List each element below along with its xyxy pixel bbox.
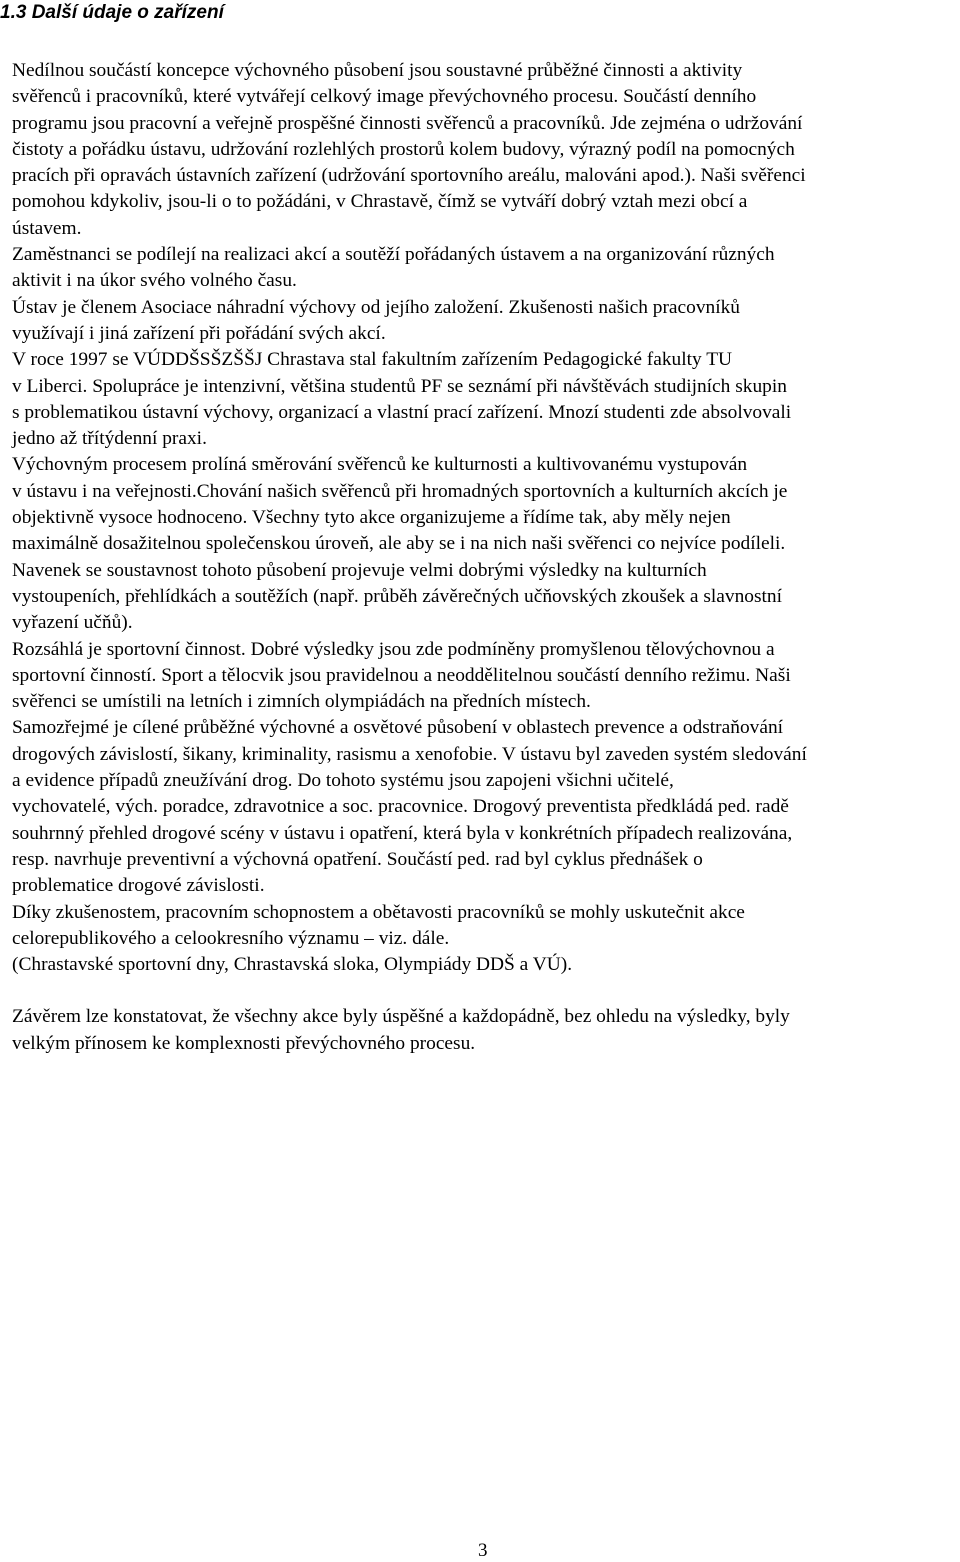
- text-line: vystoupeních, přehlídkách a soutěžích (např. průběh závěrečných učňovských zkoušek a slavnostní: [12, 585, 782, 607]
- text-line: velkým přínosem ke komplexnosti převýchovného procesu.: [12, 1032, 476, 1054]
- paragraph-prevention: [12, 715, 957, 899]
- text-line: celorepublikového a celookresního významu – viz. dále.: [12, 927, 450, 949]
- text-line: Závěrem lze konstatovat, že všechny akce byly úspěšné a každopádně, bez ohledu na výsledky, byly: [12, 1006, 790, 1028]
- text-line: Výchovným procesem prolíná směrování svěřenců ke kulturnosti a kultivovanému vystupován: [12, 454, 748, 476]
- paragraph-spacer: [12, 978, 957, 1004]
- text-line: Nedílnou součástí koncepce výchovného působení jsou soustavné průběžné činnosti a aktivity: [12, 60, 743, 81]
- paragraph-events: [12, 900, 957, 979]
- text-line: objektivně vysoce hodnoceno. Všechny tyto akce organizujeme a řídíme tak, aby měly nejen: [12, 507, 731, 529]
- text-line: v ústavu i na veřejnosti.Chování našich svěřenců při hromadných sportovních a kulturních akcích je: [12, 480, 788, 502]
- paragraph-education: [12, 452, 957, 636]
- text-line: resp. navrhuje preventivní a výchovná opatření. Součástí ped. rad byl cyklus přednášek o: [12, 848, 703, 870]
- text-line: Samozřejmé je cílené průběžné výchovné a osvětové působení v oblastech prevence a odstraňování: [12, 717, 784, 739]
- paragraph-sport: [12, 637, 957, 716]
- document-body: [12, 58, 957, 1057]
- text-line: (Chrastavské sportovní dny, Chrastavská sloka, Olympiády DDŠ a VÚ).: [12, 954, 573, 976]
- text-line: svěřenci se umístili na letních i zimních olympiádách na předních místech.: [12, 691, 591, 713]
- text-line: vychovatelé, vých. poradce, zdravotnice a soc. pracovnice. Drogový preventista předkládá ped. radě: [12, 796, 789, 818]
- paragraph-activities: [12, 58, 957, 242]
- text-line: sportovní činností. Sport a tělocvik jsou pravidelnou a neoddělitelnou součástí denního režimu. Naši: [12, 664, 791, 686]
- text-line: aktivit i na úkor svého volného času.: [12, 270, 297, 292]
- text-line: drogových závislostí, šikany, kriminality, rasismu a xenofobie. V ústavu byl zaveden systém sledování: [12, 743, 807, 765]
- text-line: problematice drogové závislosti.: [12, 875, 265, 897]
- page-number: 3: [478, 1540, 488, 1561]
- text-line: svěřenců i pracovníků, které vytvářejí celkový image převýchovného procesu. Součástí denního: [12, 86, 757, 108]
- text-line: Díky zkušenostem, pracovním schopnostem a obětavosti pracovníků se mohly uskutečnit akce: [12, 901, 745, 923]
- text-line: využívají i jiná zařízení při pořádání svých akcí.: [12, 322, 386, 344]
- text-line: ústavem.: [12, 217, 82, 239]
- text-line: pracích při opravách ústavních zařízení (udržování sportovního areálu, malováni apod.). Naši svěřenci: [12, 165, 806, 187]
- text-line: maximálně dosažitelnou společenskou úroveň, ale aby se i na nich naši svěřenci co nejvíce podíleli.: [12, 533, 786, 555]
- text-line: programu jsou pracovní a veřejně prospěšné činnosti svěřenců a pracovníků. Jde zejména o udržování: [12, 112, 803, 134]
- text-line: a evidence případů zneužívání drog. Do tohoto systému jsou zapojeni všichni učitelé,: [12, 770, 674, 792]
- text-line: Zaměstnanci se podílejí na realizaci akcí a soutěží pořádaných ústavem a na organizování různých: [12, 244, 775, 266]
- paragraph-faculty: [12, 347, 957, 452]
- section-title: 1.3 Další údaje o zařízení: [0, 2, 224, 23]
- paragraph-association: [12, 295, 957, 348]
- text-line: s problematikou ústavní výchovy, organizací a vlastní prací zařízení. Mnozí studenti zde absolvovali: [12, 401, 792, 423]
- text-line: jedno až třítýdenní praxi.: [12, 428, 207, 450]
- text-line: vyřazení učňů).: [12, 612, 133, 634]
- text-line: Ústav je členem Asociace náhradní výchovy od jejího založení. Zkušenosti našich pracovníků: [12, 296, 741, 318]
- paragraph-employees: [12, 242, 957, 295]
- text-line: v Liberci. Spolupráce je intenzivní, většina studentů PF se seznámí při návštěvách studijních skupin: [12, 375, 787, 397]
- text-line: pomohou kdykoliv, jsou-li o to požádáni, v Chrastavě, čímž se vytváří dobrý vztah mezi obcí a: [12, 191, 748, 213]
- text-line: čistoty a pořádku ústavu, udržování rozlehlých prostorů kolem budovy, výrazný podíl na pomocných: [12, 138, 795, 160]
- paragraph-conclusion: [12, 1004, 957, 1057]
- text-line: Navenek se soustavnost tohoto působení projevuje velmi dobrými výsledky na kulturních: [12, 559, 707, 581]
- text-line: V roce 1997 se VÚDDŠSŠZŠŠJ Chrastava stal fakultním zařízením Pedagogické fakulty TU: [12, 349, 733, 371]
- text-line: Rozsáhlá je sportovní činnost. Dobré výsledky jsou zde podmíněny promyšlenou tělovýchovnou a: [12, 638, 775, 660]
- text-line: souhrnný přehled drogové scény v ústavu i opatření, která byla v konkrétních případech realizována,: [12, 822, 793, 844]
